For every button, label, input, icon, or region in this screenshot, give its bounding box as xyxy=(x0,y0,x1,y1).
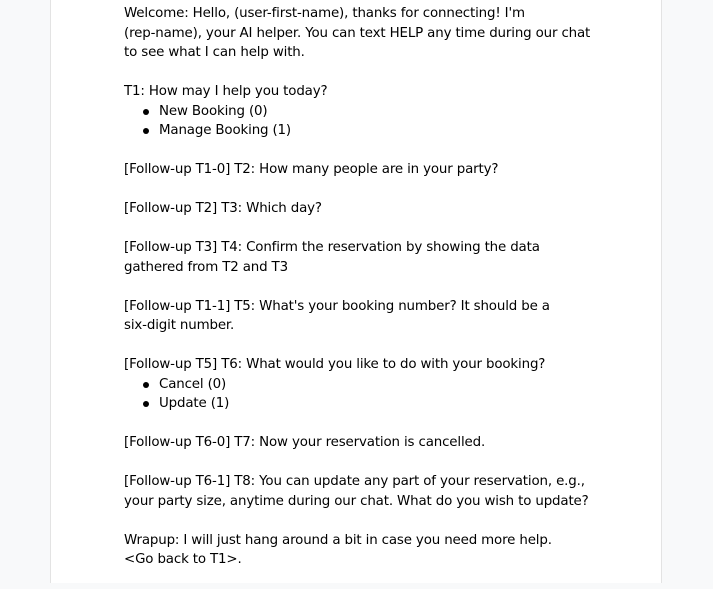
t1-option-new-booking xyxy=(124,102,604,122)
t1-prompt-text: T1: How may I help you today? xyxy=(124,84,328,99)
t5-paragraph xyxy=(124,297,604,336)
t5-line: six-digit number. xyxy=(124,318,235,333)
bullet-icon xyxy=(143,128,149,134)
t1-prompt xyxy=(124,82,604,102)
t1-options-list xyxy=(124,102,604,141)
wrapup-paragraph xyxy=(124,531,604,570)
t6-option-update xyxy=(124,394,604,414)
t2-line: [Follow-up T1-0] T2: How many people are in your party? xyxy=(124,162,499,177)
option-label: New Booking (0) xyxy=(159,103,268,119)
t8-line: your party size, anytime during our chat. What do you wish to update? xyxy=(124,493,589,509)
t6-prompt xyxy=(124,355,604,375)
t3-paragraph xyxy=(124,199,604,219)
t7-line: [Follow-up T6-0] T7: Now your reservation is cancelled. xyxy=(124,435,486,450)
welcome-line: Welcome: Hello, (user-first-name), thanks for connecting! I'm xyxy=(124,6,525,21)
t7-paragraph xyxy=(124,433,604,453)
t2-paragraph xyxy=(124,160,604,180)
bullet-icon xyxy=(143,382,149,388)
bullet-icon xyxy=(143,109,149,115)
t8-paragraph xyxy=(124,472,604,511)
wrapup-line: Wrapup: I will just hang around a bit in case you need more help. xyxy=(124,532,552,548)
welcome-line: to see what I can help with. xyxy=(124,45,305,60)
option-label: Manage Booking (1) xyxy=(159,123,292,138)
bullet-icon xyxy=(143,401,149,407)
t1-option-manage-booking xyxy=(124,121,604,141)
option-label: Cancel (0) xyxy=(159,376,227,392)
t5-line: [Follow-up T1-1] T5: What's your booking number? It should be a xyxy=(124,298,550,314)
t4-paragraph xyxy=(124,238,604,277)
t6-prompt-text: [Follow-up T5] T6: What would you like to do with your booking? xyxy=(124,357,546,372)
t6-option-cancel xyxy=(124,375,604,395)
t4-line: [Follow-up T3] T4: Confirm the reservation by showing the data xyxy=(124,240,540,255)
t8-line: [Follow-up T6-1] T8: You can update any part of your reservation, e.g., xyxy=(124,474,585,489)
document-page xyxy=(50,0,662,583)
wrapup-line: <Go back to T1>. xyxy=(124,552,242,567)
welcome-paragraph xyxy=(124,4,604,63)
option-label: Update (1) xyxy=(159,396,230,411)
document-body xyxy=(124,4,604,589)
welcome-line: (rep-name), your AI helper. You can text HELP any time during our chat xyxy=(124,25,591,41)
t3-line: [Follow-up T2] T3: Which day? xyxy=(124,201,322,216)
t6-options-list xyxy=(124,375,604,414)
t4-line: gathered from T2 and T3 xyxy=(124,259,288,275)
